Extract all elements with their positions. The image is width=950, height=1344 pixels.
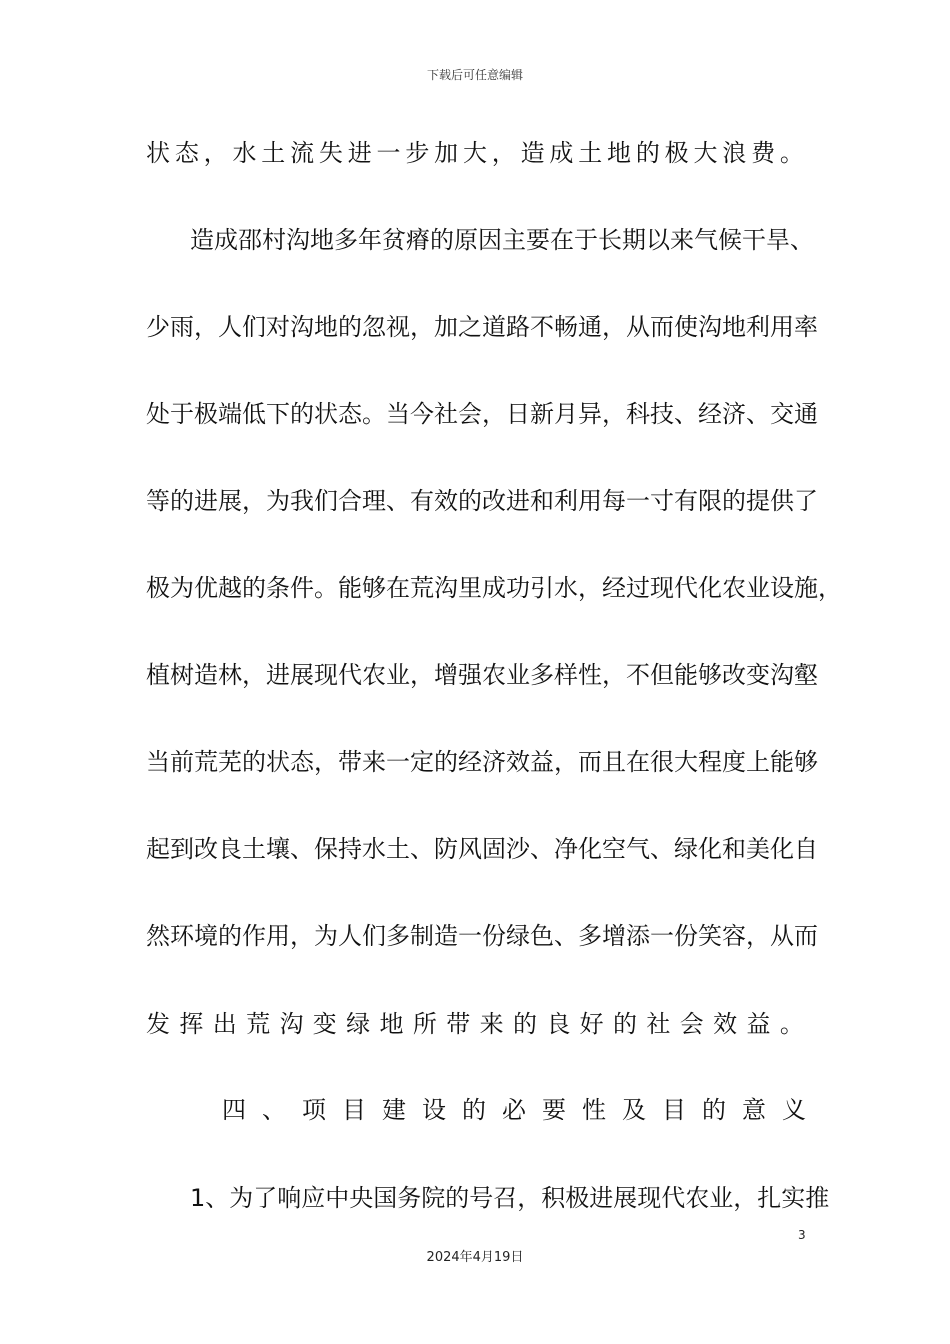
header-note: 下载后可任意编辑 [426,68,523,82]
text-line-9: 起到改良土壤、保持水土、防风固沙、净化空气、绿化和美化自 [146,835,818,863]
list-item-1: 1、为了响应中央国务院的号召，积极进展现代农业，扎实推 [190,1184,830,1212]
text-line-7: 植树造林，进展现代农业，增强农业多样性，不但能够改变沟壑 [146,661,818,689]
text-line-1: 状 态 ， 水 土 流 失 进 一 步 加 大 ， 造 成 土 地 的 极 大 浪 费 。 [146,139,804,167]
text-line-3: 少雨，人们对沟地的忽视，加之道路不畅通，从而使沟地利用率 [146,313,818,341]
footer-date: 2024年4月19日 [426,1250,524,1265]
page-number: 3 [798,1228,806,1242]
text-line-8: 当前荒芜的状态，带来一定的经济效益，而且在很大程度上能够 [146,748,818,776]
text-line-4: 处于极端低下的状态。当今社会，日新月异，科技、经济、交通 [146,400,818,428]
paragraph-first-line: 造成邵村沟地多年贫瘠的原因主要在于长期以来气候干旱、 [190,226,814,254]
section-heading: 四 、 项 目 建 设 的 必 要 性 及 目 的 意 义 [222,1096,806,1124]
text-line-11: 发 挥 出 荒 沟 变 绿 地 所 带 来 的 良 好 的 社 会 效 益 。 [146,1010,804,1038]
text-line-5: 等的进展，为我们合理、有效的改进和利用每一寸有限的提供了 [146,487,818,515]
text-line-6: 极为优越的条件。能够在荒沟里成功引水，经过现代化农业设施， [146,574,842,602]
text-line-10: 然环境的作用，为人们多制造一份绿色、多增添一份笑容，从而 [146,922,818,950]
